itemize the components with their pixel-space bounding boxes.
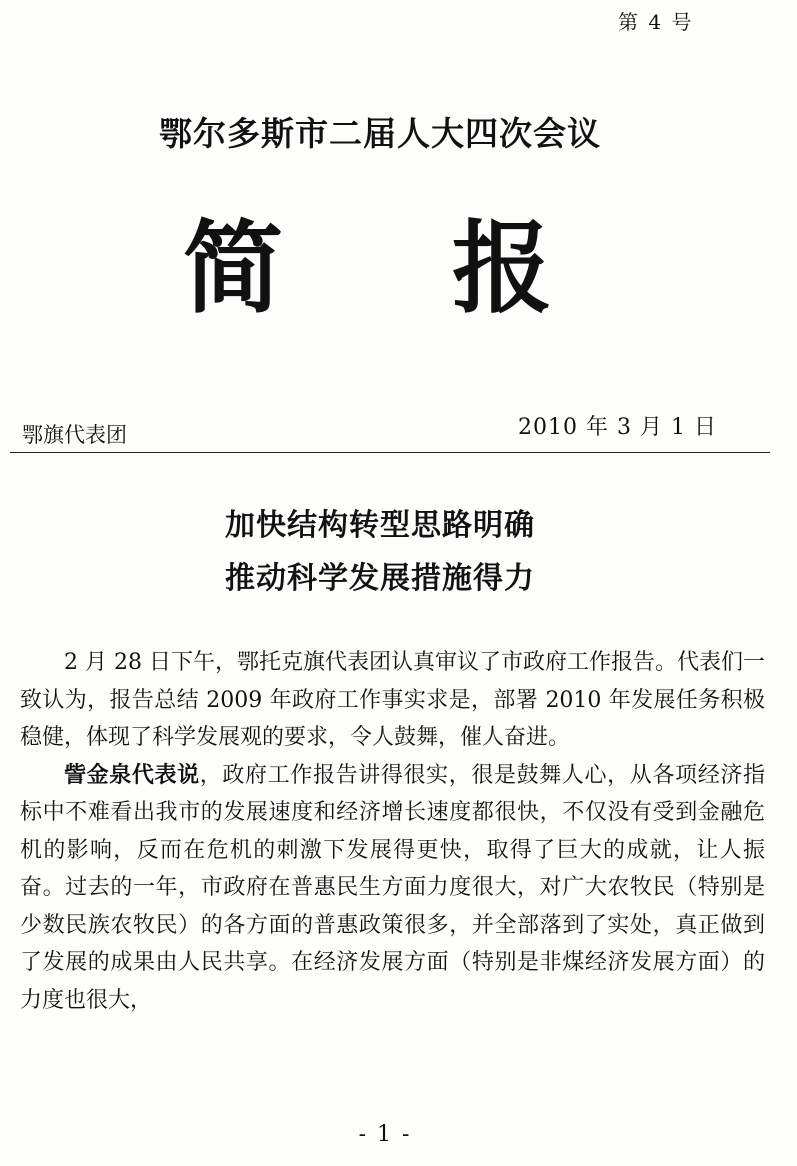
delegation-name: 鄂旗代表团 [22, 423, 127, 447]
headline-line-2: 推动科学发展措施得力 [225, 561, 535, 596]
issue-date: 2010 年 3 月 1 日 [518, 415, 717, 440]
issue-number: 第 4 号 [618, 10, 694, 34]
meeting-title: 鄂尔多斯市二届人大四次会议 [159, 114, 601, 153]
header-divider [10, 452, 770, 453]
paragraph-2-text: ，政府工作报告讲得很实，很是鼓舞人心，从各项经济指标中不难看出我市的发展速度和经济增长速度都很快，不仅没有受到金融危机的影响，反而在危机的刺激下发展得更快，取得了巨大的成就，让人振奋。过去的一年，市政府在普惠民生方面力度很大，对广大农牧民（特别是少数民族农牧民）的各方面的普惠政策很多，并全部落到了实处，真正做到了发展的成果由人民共享。在经济发展方面（特别是非煤经济发展方面）的力度也很大， [20, 762, 765, 1013]
brief-title-char-1: 简 [183, 209, 283, 327]
paragraph-2 [20, 757, 765, 1020]
article-body [20, 644, 765, 1019]
brief-title-char-2: 报 [452, 209, 552, 327]
headline-line-1: 加快结构转型思路明确 [225, 508, 535, 543]
speaker-name: 訾金泉代表说 [64, 761, 200, 788]
page-number: - 1 - [358, 1122, 412, 1147]
paragraph-1: 2 月 28 日下午，鄂托克旗代表团认真审议了市政府工作报告。代表们一致认为，报告总结 2009 年政府工作事实求是，部署 2010 年发展任务积极稳健，体现了科学发展观的要求，令人鼓舞，催人奋进。 [20, 650, 765, 750]
